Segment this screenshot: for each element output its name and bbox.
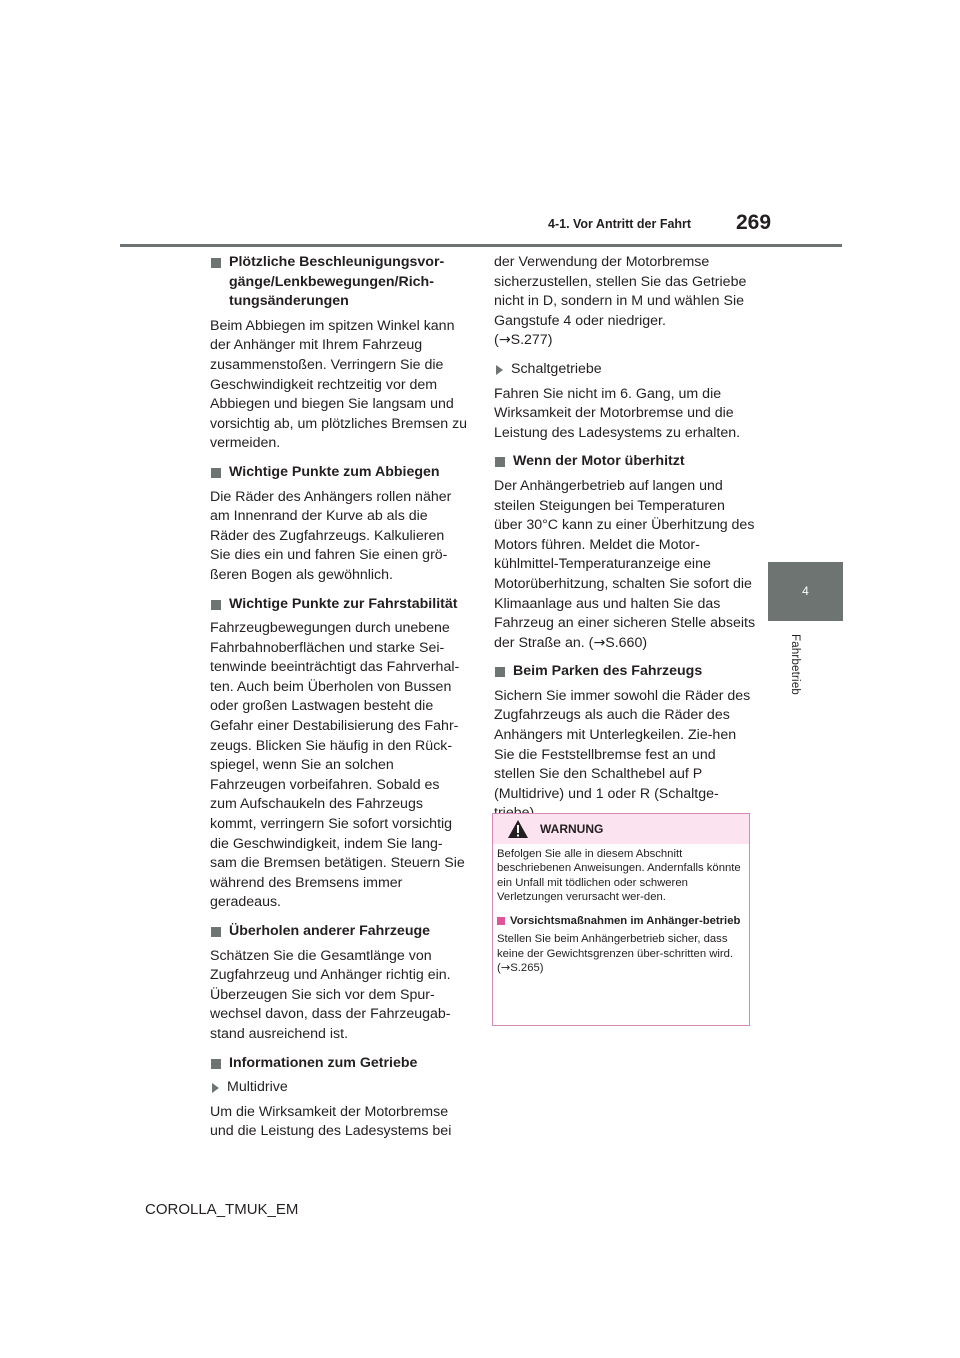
section-heading	[210, 463, 468, 483]
body-text: Um die Wirksamkeit der Motorbremse und die Leistung des Ladesystems bei	[210, 1103, 452, 1140]
warning-header	[493, 814, 749, 844]
right-column	[494, 253, 756, 833]
model-code: COROLLA_TMUK_EM	[145, 1201, 299, 1218]
body-text: Beim Abbiegen im spitzen Winkel kann der Anhänger mit Ihrem Fahrzeug zusammenstoßen. Verringern Sie die Geschwindigkeit rechtzeitig vor dem Abbiegen und biegen Sie langsam und vorsichtig ab, um plötzliches Bremsen zu vermeiden.	[210, 317, 468, 452]
page-number: 269	[736, 211, 772, 234]
heading-text: Beim Parken des Fahrzeugs	[513, 663, 703, 680]
section-heading	[210, 253, 468, 312]
heading-text: Wenn der Motor überhitzt	[513, 453, 685, 470]
square-bullet-icon	[495, 667, 505, 677]
body-text-content: der Verwendung der Motorbremse sicherzustellen, stellen Sie das Getriebe nicht in D, sondern in M und wählen Sie Gangstufe 4 oder niedriger.	[494, 254, 747, 329]
heading-line: Plötzliche Beschleunigungsvor-	[229, 254, 445, 270]
body-text-content: Der Anhängerbetrieb auf langen und steilen Steigungen bei Temperaturen über 30°C kann zu einer Überhitzung des Motors führen. Meldet die Motor-kühlmittel-Temperaturanzeige eine Motorüberhitzung, schalten Sie sofort die Klimaanlage aus und halten Sie das Fahrzeug an einer sicheren Stelle abseits der Straße an.	[494, 477, 756, 651]
chapter-label: Fahrbetrieb	[789, 634, 801, 696]
section-heading	[494, 662, 756, 682]
page-reference[interactable]: S.265	[510, 962, 540, 975]
heading-text: Wichtige Punkte zum Abbiegen	[229, 463, 440, 480]
right-arrow-icon: →	[500, 961, 511, 975]
body-text: Die Räder des Anhängers rollen näher am Innenrand der Kurve ab als die Räder des Zugfahrzeugs. Kalkulieren Sie dies ein und fahren Sie einen grö-ßeren Bogen als gewöhnlich.	[210, 488, 452, 583]
heading-text: Wichtige Punkte zur Fahrstabilität	[229, 595, 458, 612]
square-bullet-icon	[211, 600, 221, 610]
warning-body	[497, 847, 741, 985]
warning-box	[492, 813, 750, 1026]
heading-line: gänge/Lenkbewegungen/Rich-	[229, 273, 434, 290]
warning-heading-text: Vorsichtsmaßnahmen im Anhänger-betrieb	[510, 915, 741, 928]
square-bullet-icon	[497, 917, 505, 925]
section-heading	[210, 922, 468, 942]
page-reference[interactable]: S.660	[605, 634, 643, 651]
triangle-bullet-icon	[496, 365, 503, 375]
heading-line: tungsänderungen	[229, 293, 349, 310]
section-heading	[210, 1054, 468, 1074]
square-bullet-icon	[211, 1059, 221, 1069]
warning-text: Stellen Sie beim Anhängerbetrieb sicher, dass keine der Gewichtsgrenzen über-schritten wird. (→S.265)	[497, 933, 734, 975]
header-rule	[120, 244, 842, 247]
section-heading	[494, 452, 756, 472]
section-heading	[210, 595, 468, 615]
sub-heading	[494, 360, 756, 380]
body-text: Der Anhängerbetrieb auf langen und steilen Steigungen bei Temperaturen über 30°C kann zu einer Überhitzung des Motors führen. Meldet die Motor-kühlmittel-Temperaturanzeige eine Motorüberhitzung, schalten Sie sofort die Klimaanlage aus und halten Sie das Fahrzeug an einer sicheren Stelle abseits der Straße an. (→S.660)	[494, 477, 756, 651]
warning-triangle-icon	[507, 819, 529, 839]
warning-intro: Befolgen Sie alle in diesem Abschnitt beschriebenen Anweisungen. Andernfalls könnte ein Unfall mit tödlichen oder schweren Verletzungen verursacht wer-den.	[497, 848, 741, 903]
body-text: Fahren Sie nicht im 6. Gang, um die Wirksamkeit der Motorbremse und die Leistung des Ladesystems zu erhalten.	[494, 385, 741, 441]
body-text: der Verwendung der Motorbremse sicherzustellen, stellen Sie das Getriebe nicht in D, sondern in M und wählen Sie Gangstufe 4 oder niedriger. (→S.277)	[494, 254, 747, 349]
warning-text-content: Stellen Sie beim Anhängerbetrieb sicher, dass keine der Gewichtsgrenzen über-schritten wird.	[497, 933, 734, 960]
heading-text: Überholen anderer Fahrzeuge	[229, 923, 431, 939]
square-bullet-icon	[211, 468, 221, 478]
body-text: Schätzen Sie die Gesamtlänge von Zugfahrzeug und Anhänger richtig ein. Überzeugen Sie sich vor dem Spur-wechsel davon, dass der Fahrzeugab-stand ausreichend ist.	[210, 947, 451, 1042]
sub-heading	[210, 1078, 468, 1098]
warning-heading	[497, 914, 741, 928]
sub-heading-text: Multidrive	[227, 1079, 288, 1096]
right-arrow-icon: →	[593, 634, 606, 651]
warning-title: WARNUNG	[540, 822, 604, 836]
right-arrow-icon: →	[498, 332, 511, 349]
square-bullet-icon	[495, 457, 505, 467]
section-title: 4-1. Vor Antritt der Fahrt	[548, 217, 692, 231]
square-bullet-icon	[211, 258, 221, 268]
body-text: Fahrzeugbewegungen durch unebene Fahrbahnoberflächen und starke Sei-tenwinde beeinträchtigt das Fahrverhal-ten. Auch beim Überholen von Bussen oder großen Lastwagen besteht die Gefahr einer Destabilisierung des Fahr-zeugs. Blicken Sie häufig in den Rück-spiegel, wenn Sie an solchen Fahrzeugen vorbeifahren. Sobald es zum Aufschaukeln des Fahrzeugs kommt, verringern Sie sofort vorsichtig die Geschwindigkeit, indem Sie lang-sam die Bremsen betätigen. Steuern Sie während des Bremsens immer geradeaus.	[210, 620, 465, 911]
body-text: Sichern Sie immer sowohl die Räder des Zugfahrzeugs als auch die Räder des Anhängers mit Unterlegkeilen. Zie-hen Sie die Feststellbremse fest an und stellen Sie den Schalthebel auf P (Multidrive) und 1 oder R (Schaltge-	[494, 687, 751, 802]
sub-heading-text: Schaltgetriebe	[511, 360, 602, 377]
page-reference[interactable]: S.277	[510, 332, 548, 349]
left-column	[210, 253, 468, 1151]
square-bullet-icon	[211, 927, 221, 937]
triangle-bullet-icon	[212, 1083, 219, 1093]
chapter-tab: 4	[768, 562, 843, 621]
heading-text: Informationen zum Getriebe	[229, 1054, 418, 1071]
